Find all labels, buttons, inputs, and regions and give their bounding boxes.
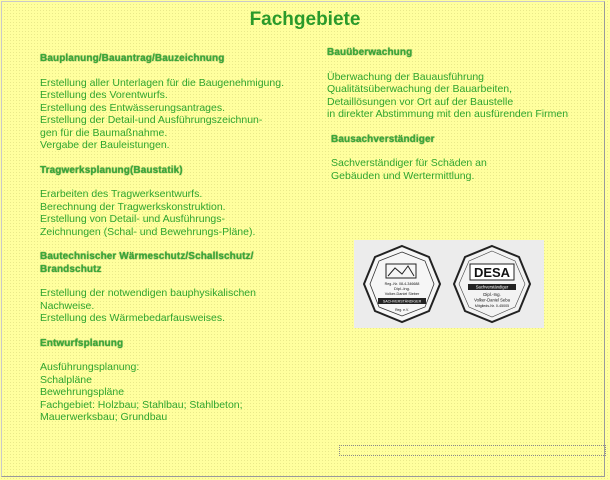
section-bauplanung [40, 53, 315, 152]
section-line: Bewehrungspläne [40, 386, 125, 398]
section-line: Erstellung der notwendigen bauphysikalischen [40, 287, 256, 299]
section-line: in direkter Abstimmung mit den ausfürenden Firmen [327, 108, 569, 120]
section-line: Fachgebiet: Holzbau; Stahlbau; Stahlbeton; [40, 398, 243, 411]
section-heading: Bauüberwachung [327, 47, 413, 58]
section-line: Schalpläne [40, 373, 92, 386]
certification-seals [354, 240, 544, 328]
section-line: Erstellung des Vorentwurfs. [40, 89, 168, 101]
section-line: Ausführungsplanung: [40, 361, 140, 373]
seal-left-text-5: Reg. e.V. [395, 308, 409, 312]
left-column [40, 53, 315, 437]
section-line: Qualitätsüberwachung der Bauarbeiten, [327, 83, 513, 95]
section-line: Erstellung des Entwässerungsantrages. [40, 101, 226, 114]
section-line: Mauerwerksbau; Grundbau [40, 411, 168, 423]
section-line: Vergabe der Bauleistungen. [40, 139, 170, 151]
desa-logo-text: DESA [473, 265, 511, 280]
section-bausachverstaendiger [327, 134, 597, 183]
section-line: Zeichnungen (Schal- und Bewehrungs-Pläne). [40, 225, 256, 238]
sachverstaendiger-seal-left [362, 244, 442, 324]
section-heading: Tragwerksplanung(Baustatik) [40, 164, 183, 176]
section-line: Erarbeiten des Tragwerksentwurfs. [40, 188, 203, 200]
section-heading: Bausachverständiger [331, 133, 435, 145]
seal-right-text-2: Dipl.-Ing. [483, 292, 501, 297]
desa-seal-right [452, 244, 532, 324]
seal-left-text-4: SACHVERSTÄNDIGER [382, 299, 422, 304]
empty-footer-box [339, 445, 606, 456]
section-tragwerksplanung [40, 165, 315, 239]
section-line: Detaillösungen vor Ort auf der Baustelle [327, 95, 514, 108]
section-heading: Bauplanung/Bauantrag/Bauzeichnung [40, 53, 225, 64]
section-heading: Bautechnischer Wärmeschutz/Schallschutz/ [40, 251, 254, 262]
section-line: Berechnung der Tragwerkskonstruktion. [40, 200, 226, 213]
seal-left-text-1: Reg.-Nr. 08-4-346688 [384, 282, 420, 286]
page-title: Fachgebiete [249, 9, 361, 30]
section-entwurfsplanung [40, 338, 315, 424]
section-line: Erstellung aller Unterlagen für die Baugenehmigung. [40, 76, 284, 89]
seal-left-text-3: Volker-Daniel Sieber [384, 292, 420, 296]
section-heading: Entwurfsplanung [40, 337, 124, 349]
section-line: Erstellung der Detail-und Ausführungszeichnun- [40, 114, 263, 126]
section-line: gen für die Baumaßnahme. [40, 126, 168, 139]
seal-right-text-3: Volker-Daniel Seba [474, 297, 510, 303]
section-heading-cont: Brandschutz [40, 263, 102, 275]
section-waermeschutz [40, 251, 315, 325]
section-bauueberwachung [327, 47, 597, 121]
section-line: Sachverständiger für Schäden an [331, 157, 487, 169]
seal-left-text-2: Dipl.-Ing. [393, 286, 411, 291]
section-line: Erstellung von Detail- und Ausführungs- [40, 213, 226, 225]
section-line: Überwachung der Bauausführung [327, 70, 485, 83]
section-line: Erstellung des Wärmebedarfausweises. [40, 312, 226, 324]
seal-right-text-4: Mitglieds-Nr. 0-45005 [474, 304, 510, 308]
seal-right-text-1: Sachverständiger [475, 284, 509, 290]
section-line: Gebäuden und Wertermittlung. [331, 169, 475, 182]
right-column [327, 47, 597, 195]
section-line: Nachweise. [40, 299, 95, 312]
